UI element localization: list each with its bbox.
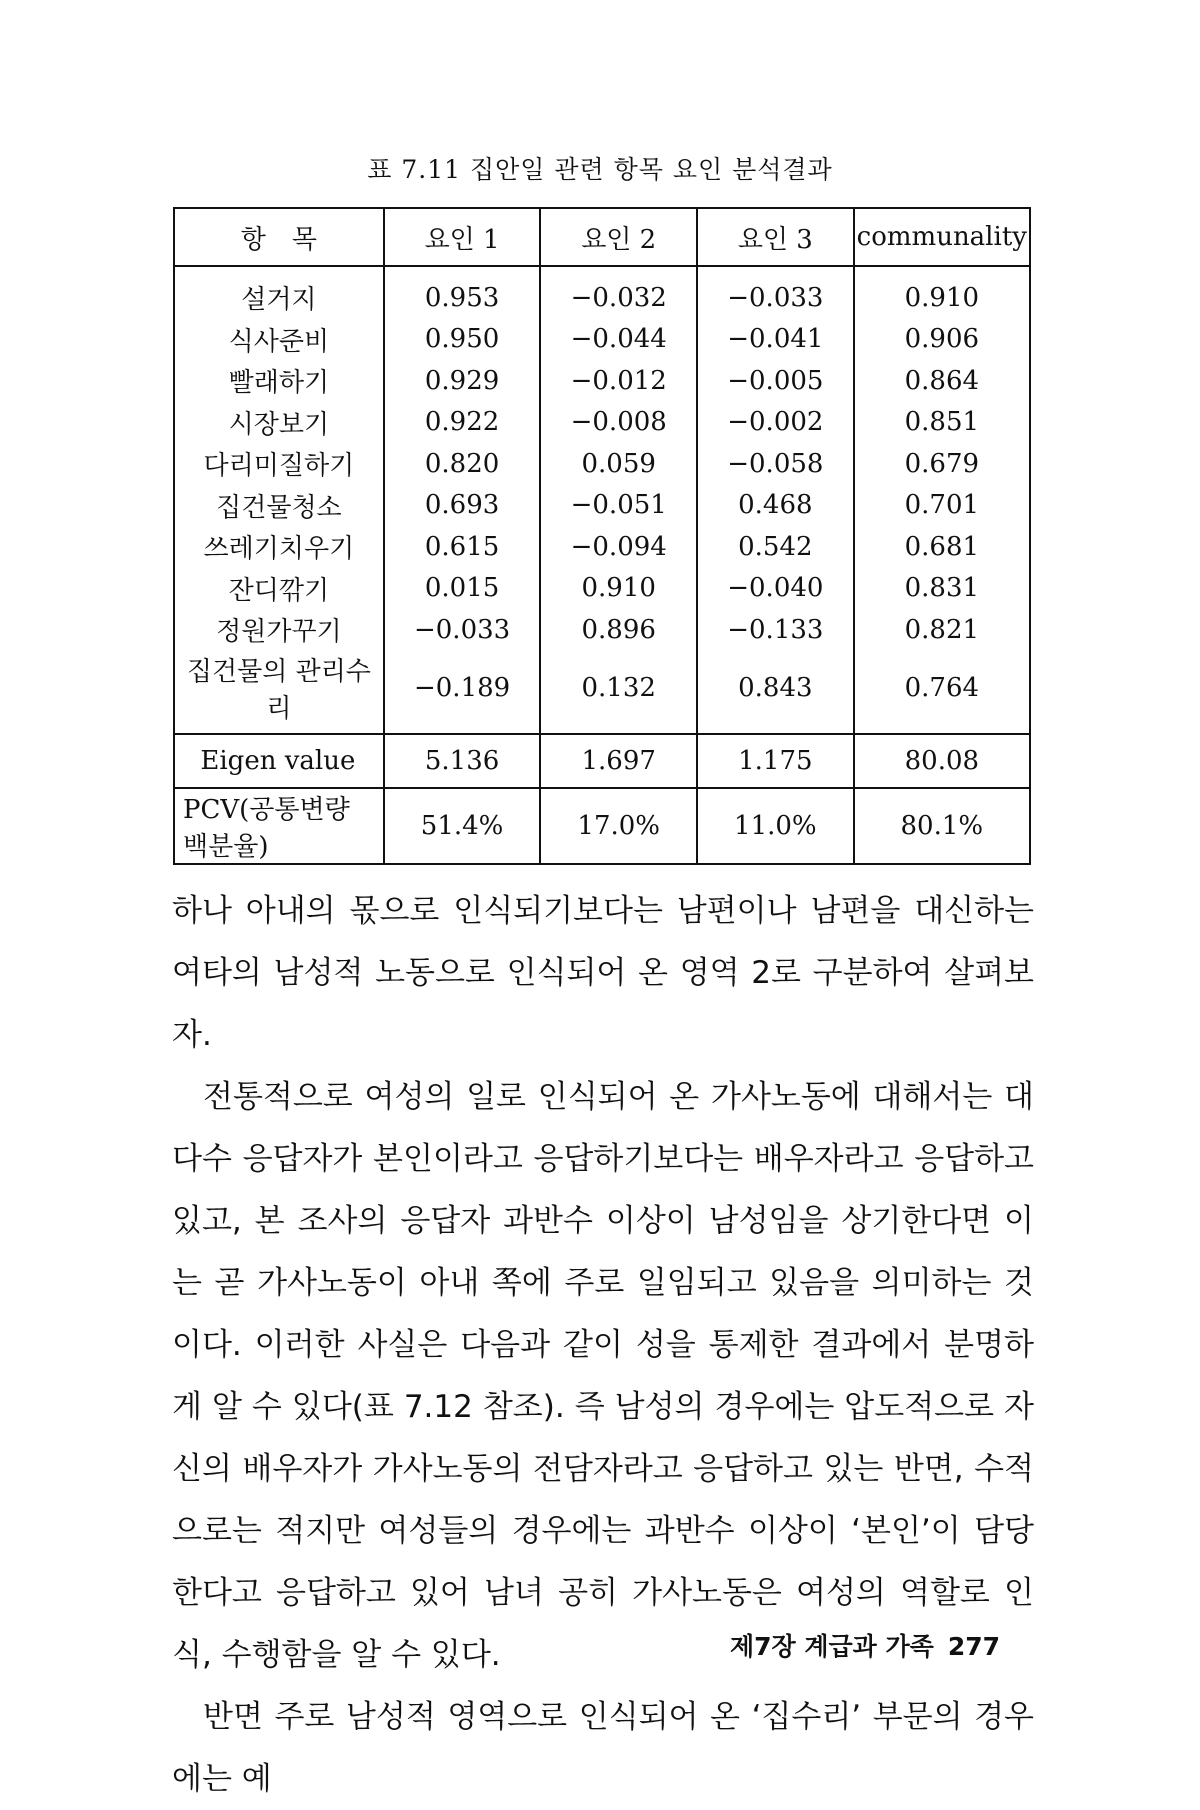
table-row xyxy=(174,609,1030,651)
factor-1-value: 0.922 xyxy=(384,402,541,444)
paragraph: 반면 주로 남성적 영역으로 인식되어 온 ‘집수리’ 부문의 경우에는 예 xyxy=(172,1699,1034,1797)
paragraph: 전통적으로 여성의 일로 인식되어 온 가사노동에 대해서는 대다수 응답자가 본인이라고 응답하기보다는 배우자라고 응답하고 있고, 본 조사의 응답자 과반수 이상이 남성임을 상기한다면 이는 곧 가사노동이 아내 쪽에 주로 일임되고 있음을 의미하는 것이다. 이러한 사실은 다음과 같이 성을 통제한 결과에서 분명하게 알 수 있다(표 7.12 참조). 즉 남성의 경우에는 압도적으로 자신의 배우자가 가사노동의 전담자라고 응답하고 있는 반면, 수적으로는 적지만 여성들의 경우에는 과반수 이상이 ‘본인’이 담당한다고 응답하고 있어 남녀 공히 가사노동은 여성의 역할로 인식, 수행함을 알 수 있다. xyxy=(172,1079,1034,1673)
factor-1-value: 0.615 xyxy=(384,526,541,568)
eigen-factor-3: 1.175 xyxy=(697,734,854,788)
header-factor-3: 요인 3 xyxy=(697,208,854,266)
pcv-factor-2: 17.0% xyxy=(540,788,697,864)
item-name: 정원가꾸기 xyxy=(174,609,384,651)
item-name: 잔디깎기 xyxy=(174,568,384,610)
item-name: 빨래하기 xyxy=(174,360,384,402)
eigen-value-label: Eigen value xyxy=(174,734,384,788)
factor-2-value: −0.012 xyxy=(540,360,697,402)
item-name: 식사준비 xyxy=(174,319,384,361)
factor-2-value: −0.008 xyxy=(540,402,697,444)
communality-value: 0.681 xyxy=(854,526,1030,568)
header-communality: communality xyxy=(854,208,1030,266)
communality-value: 0.764 xyxy=(854,651,1030,734)
communality-value: 0.851 xyxy=(854,402,1030,444)
factor-2-value: −0.094 xyxy=(540,526,697,568)
factor-3-value: −0.033 xyxy=(697,266,854,319)
table-row xyxy=(174,651,1030,734)
table-row xyxy=(174,485,1030,527)
header-factor-2: 요인 2 xyxy=(540,208,697,266)
factor-2-value: 0.059 xyxy=(540,443,697,485)
factor-3-value: −0.133 xyxy=(697,609,854,651)
table-row xyxy=(174,266,1030,319)
factor-3-value: −0.040 xyxy=(697,568,854,610)
table-caption: 표 7.11 집안일 관련 항목 요인 분석결과 xyxy=(367,155,833,184)
factor-2-value: 0.132 xyxy=(540,651,697,734)
eigen-value-row xyxy=(174,734,1030,788)
eigen-factor-1: 5.136 xyxy=(384,734,541,788)
communality-value: 0.701 xyxy=(854,485,1030,527)
factor-2-value: 0.910 xyxy=(540,568,697,610)
communality-value: 0.831 xyxy=(854,568,1030,610)
communality-value: 0.910 xyxy=(854,266,1030,319)
factor-3-value: −0.058 xyxy=(697,443,854,485)
item-name: 집건물청소 xyxy=(174,485,384,527)
factor-3-value: 0.468 xyxy=(697,485,854,527)
factor-2-value: −0.044 xyxy=(540,319,697,361)
factor-1-value: 0.929 xyxy=(384,360,541,402)
table-row xyxy=(174,526,1030,568)
factor-3-value: −0.041 xyxy=(697,319,854,361)
factor-1-value: −0.189 xyxy=(384,651,541,734)
table-row xyxy=(174,360,1030,402)
item-name: 쓰레기치우기 xyxy=(174,526,384,568)
factor-1-value: 0.950 xyxy=(384,319,541,361)
item-name: 집건물의 관리수리 xyxy=(174,651,384,734)
body-text xyxy=(172,880,1034,1810)
item-name: 다리미질하기 xyxy=(174,443,384,485)
factor-1-value: −0.033 xyxy=(384,609,541,651)
factor-1-value: 0.693 xyxy=(384,485,541,527)
pcv-total: 80.1% xyxy=(854,788,1030,864)
factor-3-value: −0.002 xyxy=(697,402,854,444)
pcv-label: PCV(공통변량백분율) xyxy=(174,788,384,864)
header-item: 항 목 xyxy=(174,208,384,266)
running-head: 제7장 계급과 가족 xyxy=(729,1632,934,1661)
paragraph: 하나 아내의 몫으로 인식되기보다는 남편이나 남편을 대신하는 여타의 남성적 노동으로 인식되어 온 영역 2로 구분하여 살펴보자. xyxy=(172,893,1034,1053)
table-row xyxy=(174,402,1030,444)
eigen-factor-2: 1.697 xyxy=(540,734,697,788)
pcv-factor-3: 11.0% xyxy=(697,788,854,864)
table-row xyxy=(174,443,1030,485)
page-footer xyxy=(730,1627,1000,1663)
communality-value: 0.821 xyxy=(854,609,1030,651)
eigen-total: 80.08 xyxy=(854,734,1030,788)
pcv-factor-1: 51.4% xyxy=(384,788,541,864)
factor-1-value: 0.820 xyxy=(384,443,541,485)
pcv-row xyxy=(174,788,1030,864)
factor-1-value: 0.953 xyxy=(384,266,541,319)
factor-1-value: 0.015 xyxy=(384,568,541,610)
factor-3-value: 0.542 xyxy=(697,526,854,568)
table-row xyxy=(174,568,1030,610)
communality-value: 0.679 xyxy=(854,443,1030,485)
factor-3-value: −0.005 xyxy=(697,360,854,402)
factor-2-value: −0.051 xyxy=(540,485,697,527)
factor-3-value: 0.843 xyxy=(697,651,854,734)
item-name: 시장보기 xyxy=(174,402,384,444)
communality-value: 0.864 xyxy=(854,360,1030,402)
table-header-row xyxy=(174,208,1030,266)
factor-2-value: −0.032 xyxy=(540,266,697,319)
factor-2-value: 0.896 xyxy=(540,609,697,651)
factor-analysis-table xyxy=(173,207,1031,865)
page-number: 277 xyxy=(947,1632,1000,1661)
header-factor-1: 요인 1 xyxy=(384,208,541,266)
item-name: 설거지 xyxy=(174,266,384,319)
communality-value: 0.906 xyxy=(854,319,1030,361)
table-row xyxy=(174,319,1030,361)
